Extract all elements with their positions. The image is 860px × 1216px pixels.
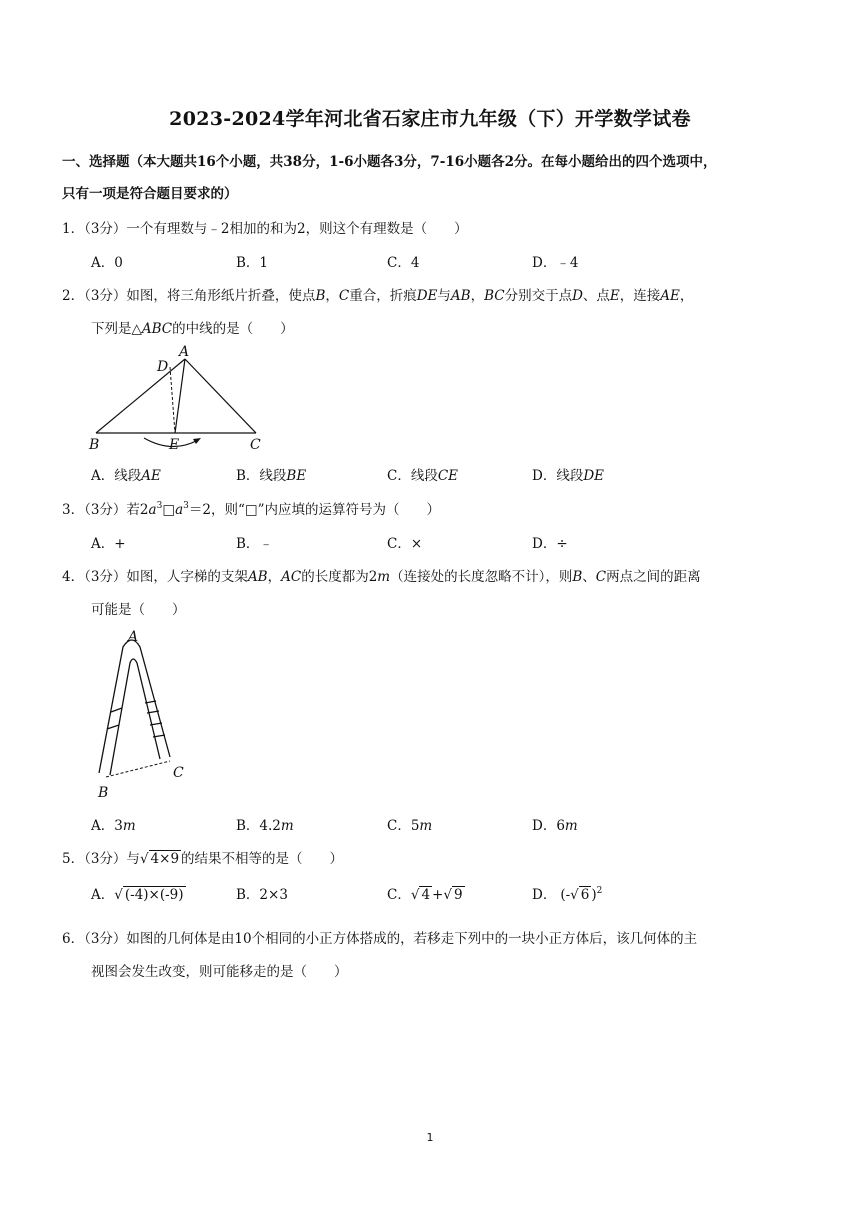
q4-option-d: D．6m	[532, 818, 578, 834]
segment-ac	[185, 359, 256, 433]
label-c: C	[250, 437, 261, 453]
q2-stem-line1: 2．（3分）如图，将三角形纸片折叠，使点B，C重合，折痕DE与AB，BC分别交于点D、点E，连接AE，	[62, 288, 694, 304]
q3-option-c: C．×	[387, 536, 423, 552]
q3-option-a: A．+	[91, 536, 126, 552]
segment-ae	[175, 359, 185, 433]
label-a: A	[128, 629, 139, 645]
label-c: C	[173, 765, 184, 781]
sqrt-4x9: √ 4×9	[139, 851, 180, 867]
q2-option-d: D．线段DE	[532, 468, 605, 484]
label-a: A	[179, 344, 190, 360]
q3-stem: 3．（3分）若$2a^3□a^3=2$，则“□”内应填的运算符号为（ ）	[62, 501, 441, 518]
q5-option-d: D． (-√ 6 )$^2$	[532, 886, 603, 903]
q4-option-a: A．3m	[91, 818, 136, 834]
q1-option-c: C．4	[387, 255, 420, 271]
q5-stem: 5．（3分）与√ 4×9 的结果不相等的是（ ）	[62, 851, 344, 867]
left-rung-2	[107, 725, 119, 729]
q6-stem-line2: 视图会发生改变，则可能移走的是（ ）	[91, 964, 348, 980]
segment-bc-dashed	[106, 761, 170, 777]
label-e: E	[169, 437, 180, 453]
q2-option-c: C．线段CE	[387, 468, 459, 484]
q2-triangle-figure	[84, 340, 274, 455]
label-d: D	[157, 359, 169, 375]
q1-stem: 1．（3分）一个有理数与﹣2相加的和为2，则这个有理数是（ ）	[62, 221, 468, 237]
label-b: B	[89, 437, 100, 453]
section-heading-line1: 一、选择题（本大题共16个小题，共38分，1-6小题各3分，7-16小题各2分。在每小题给出的四个选项中，	[62, 154, 717, 170]
arrow-head-icon	[193, 438, 201, 444]
q5-option-c: C．√ 4 +√ 9	[387, 887, 463, 903]
segment-ab	[96, 359, 185, 433]
q1-option-b: B．1	[236, 255, 269, 271]
q6-stem-line1: 6．（3分）如图的几何体是由10个相同的小正方体搭成的，若移走下列中的一块小正方体后，该几何体的主	[62, 931, 698, 947]
q4-option-c: C．5m	[387, 818, 433, 834]
q3-option-d: D．÷	[532, 536, 568, 552]
q2-option-a: A．线段AE	[91, 468, 161, 484]
q5-option-a: A．√ (-4)×(-9)	[91, 887, 184, 903]
q4-stem-line1: 4．（3分）如图，人字梯的支架AB，AC的长度都为2m（连接处的长度忽略不计），则B、C两点之间的距离	[62, 569, 701, 585]
exam-title: 2023-2024学年河北省石家庄市九年级（下）开学数学试卷	[169, 108, 691, 130]
fold-crease-de	[170, 367, 175, 433]
q4-option-b: B．4.2m	[236, 818, 294, 834]
q1-option-d: D．﹣4	[532, 255, 579, 271]
section-heading-line2: 只有一项是符合题目要求的）	[62, 186, 238, 202]
left-rung-1	[111, 708, 122, 712]
q4-stem-line2: 可能是（ ）	[91, 602, 186, 618]
q3-option-b: B．﹣	[236, 536, 273, 552]
q5-option-b: B．2×3	[236, 887, 288, 903]
q4-ladder-figure	[90, 625, 200, 805]
label-b: B	[98, 785, 109, 801]
q2-stem-line2: 下列是△ABC的中线的是（ ）	[91, 321, 294, 337]
sqrt-neg4-neg9: √ (-4)×(-9)	[114, 887, 184, 903]
q1-option-a: A．0	[91, 255, 123, 271]
page-number: 1	[426, 1131, 434, 1144]
q2-option-b: B．线段BE	[236, 468, 307, 484]
